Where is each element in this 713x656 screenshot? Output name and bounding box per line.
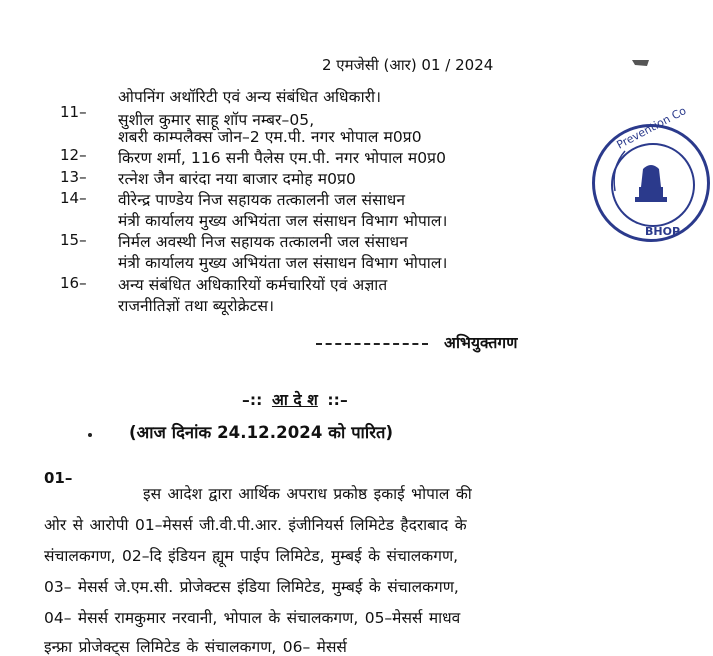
list-line: मंत्री कार्यालय मुख्य अभियंता जल संसाधन विभाग भोपाल।	[118, 254, 448, 272]
list-number: 13–	[60, 168, 87, 186]
paragraph-line: ओर से आरोपी 01–मेसर्स जी.वी.पी.आर. इंजीनियर्स लिमिटेड हैदराबाद के	[44, 516, 467, 534]
dashed-rule	[316, 343, 428, 345]
paragraph-line: इस आदेश द्वारा आर्थिक अपराध प्रकोष्ठ इकाई भोपाल की	[143, 485, 472, 503]
order-title-right: ::–	[327, 391, 348, 409]
list-line: शबरी काम्पलैक्स जोन–2 एम.पी. नगर भोपाल म0प्र0	[118, 128, 422, 146]
list-number: 11–	[60, 103, 87, 121]
seal-inner-ring	[611, 143, 695, 227]
official-seal	[592, 104, 710, 242]
list-number: 16–	[60, 274, 87, 292]
paragraph-line: इन्फ्रा प्रोजेक्ट्स लिमिटेड के संचालकगण, 06– मेसर्स	[44, 638, 347, 656]
paragraph-line: 03– मेसर्स जे.एम.सी. प्रोजेक्टस इंडिया लिमिटेड, मुम्बई के संचालकगण,	[44, 578, 459, 596]
order-date-line: (आज दिनांक 24.12.2024 को पारित)	[129, 423, 394, 442]
list-line: मंत्री कार्यालय मुख्य अभियंता जल संसाधन विभाग भोपाल।	[118, 212, 448, 230]
paragraph-number: 01–	[44, 469, 73, 487]
accused-label: अभियुक्तगण	[444, 334, 518, 352]
page-reference: 2 एमजेसी (आर) 01 / 2024	[322, 56, 494, 74]
order-title	[242, 393, 348, 409]
list-line: सुशील कुमार साहू शॉप नम्बर–05,	[118, 111, 315, 129]
list-number: 15–	[60, 231, 87, 249]
paragraph-line: 04– मेसर्स रामकुमार नरवानी, भोपाल के संचालकगण, 05–मेसर्स माधव	[44, 609, 461, 627]
list-line: वीरेन्द्र पाण्डेय निज सहायक तत्कालनी जल संसाधन	[118, 191, 406, 209]
list-number: 12–	[60, 146, 87, 164]
emblem-icon	[595, 127, 713, 245]
seal-sub-text: BHOP	[645, 225, 681, 238]
list-line: राजनीतिज्ञों तथा ब्यूरोक्रेटस।	[118, 297, 275, 315]
paragraph-line: संचालकगण, 02–दि इंडियन ह्यूम पाईप लिमिटेड, मुम्बई के संचालकगण,	[44, 547, 459, 565]
list-number: 14–	[60, 189, 87, 207]
order-title-left: –::	[242, 391, 263, 409]
list-line: निर्मल अवस्थी निज सहायक तत्कालनी जल संसाधन	[118, 233, 408, 251]
list-line: रत्नेश जैन बारंदा नया बाजार दमोह म0प्र0	[118, 170, 356, 188]
corner-mark	[631, 58, 651, 68]
bullet-dot	[88, 433, 92, 437]
order-title-text: आ दे श	[271, 391, 318, 409]
seal-text: Prevention Co	[614, 104, 689, 152]
list-line: ओपनिंग अथॉरिटी एवं अन्य संबंधित अधिकारी।	[118, 88, 382, 106]
list-line: अन्य संबंधित अधिकारियों कर्मचारियों एवं अज्ञात	[118, 276, 388, 294]
list-line: किरण शर्मा, 116 सनी पैलेस एम.पी. नगर भोपाल म0प्र0	[118, 149, 447, 167]
